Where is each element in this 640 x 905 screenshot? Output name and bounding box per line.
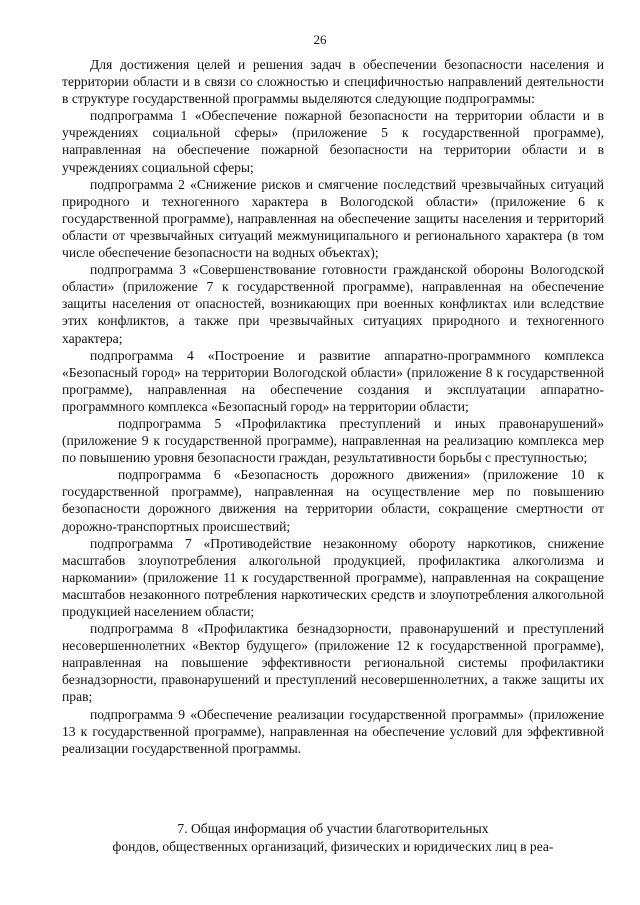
subprogram-2-paragraph: подпрограмма 2 «Снижение рисков и смягчение последствий чрезвычайных ситуаций природного и техногенного характера в Вологодской области» (приложение 6 к государственной программе), направленная на обеспечение защиты населения и территорий области от чрезвычайных ситуаций межмуниципального и регионального характера (в том числе обеспечение безопасности на водных объектах); bbox=[62, 176, 604, 261]
subprogram-7-paragraph: подпрограмма 7 «Противодействие незаконному обороту наркотиков, снижение масштабов злоупотребления алкогольной продукцией, профилактика алкоголизма и наркомании» (приложение 11 к государственной программе), направленная на сокращение масштабов незаконного потребления наркотических средств и злоупотребления алкогольной продукцией населением области; bbox=[62, 535, 604, 619]
page-number: 26 bbox=[313, 32, 327, 47]
intro-paragraph: Для достижения целей и решения задач в обеспечении безопасности населения и территории области и в связи со сложностью и специфичностью направлений деятельности в структуре государственной программы выделяются следующие подпрограммы: bbox=[62, 57, 604, 107]
subprogram-9-paragraph: подпрограмма 9 «Обеспечение реализации государственной программы» (приложение 13 к государственной программе), направленная на обеспечение условий для эффективной реализации государственной программы. bbox=[62, 706, 604, 756]
section-heading bbox=[62, 820, 604, 856]
document-body bbox=[62, 56, 604, 757]
subprogram-1-paragraph: подпрограмма 1 «Обеспечение пожарной безопасности на территории области и в учреждениях социальной сферы» (приложение 5 к государственной программе), направленная на обеспечение пожарной безопасности на территории области и в учреждениях социальной сферы; bbox=[62, 108, 604, 175]
subprogram-3-paragraph: подпрограмма 3 «Совершенствование готовности гражданской обороны Вологодской области» (приложение 7 к государственной программе), направленная на обеспечение защиты населения от опасностей, возникающих при военных конфликтах или вследствие этих конфликтов, а также при чрезвычайных ситуациях природного и техногенного характера; bbox=[62, 262, 604, 346]
subprogram-4-paragraph: подпрограмма 4 «Построение и развитие аппаратно-программного комплекса «Безопасный город» на территории Вологодской области» (приложение 8 к государственной программе), направленная на обеспечение создания и эксплуатации аппаратно-программного комплекса «Безопасный город» на территории области; bbox=[62, 347, 604, 414]
section-heading-line-1: 7. Общая информация об участии благотворительных bbox=[177, 821, 489, 836]
subprogram-6-paragraph: подпрограмма 6 «Безопасность дорожного движения» (приложение 10 к государственной программе), направленная на осуществление мер по повышению безопасности дорожного движения на территории области, сокращение смертности от дорожно-транспортных происшествий; bbox=[62, 467, 604, 534]
subprogram-5-paragraph: подпрограмма 5 «Профилактика преступлений и иных правонарушений» (приложение 9 к государственной программе), направленная на реализацию комплекса мер по повышению уровня безопасности граждан, результативности борьбы с преступностью; bbox=[62, 415, 604, 466]
subprogram-8-paragraph: подпрограмма 8 «Профилактика безнадзорности, правонарушений и преступлений несовершеннолетних «Вектор будущего» (приложение 12 к государственной программе), направленная на повышение эффективности региональной системы профилактики безнадзорности, правонарушений и преступлений несовершеннолетних, а также защиты их прав; bbox=[62, 621, 604, 705]
section-heading-line-2: фондов, общественных организаций, физических и юридических лиц в реа- bbox=[112, 838, 554, 854]
